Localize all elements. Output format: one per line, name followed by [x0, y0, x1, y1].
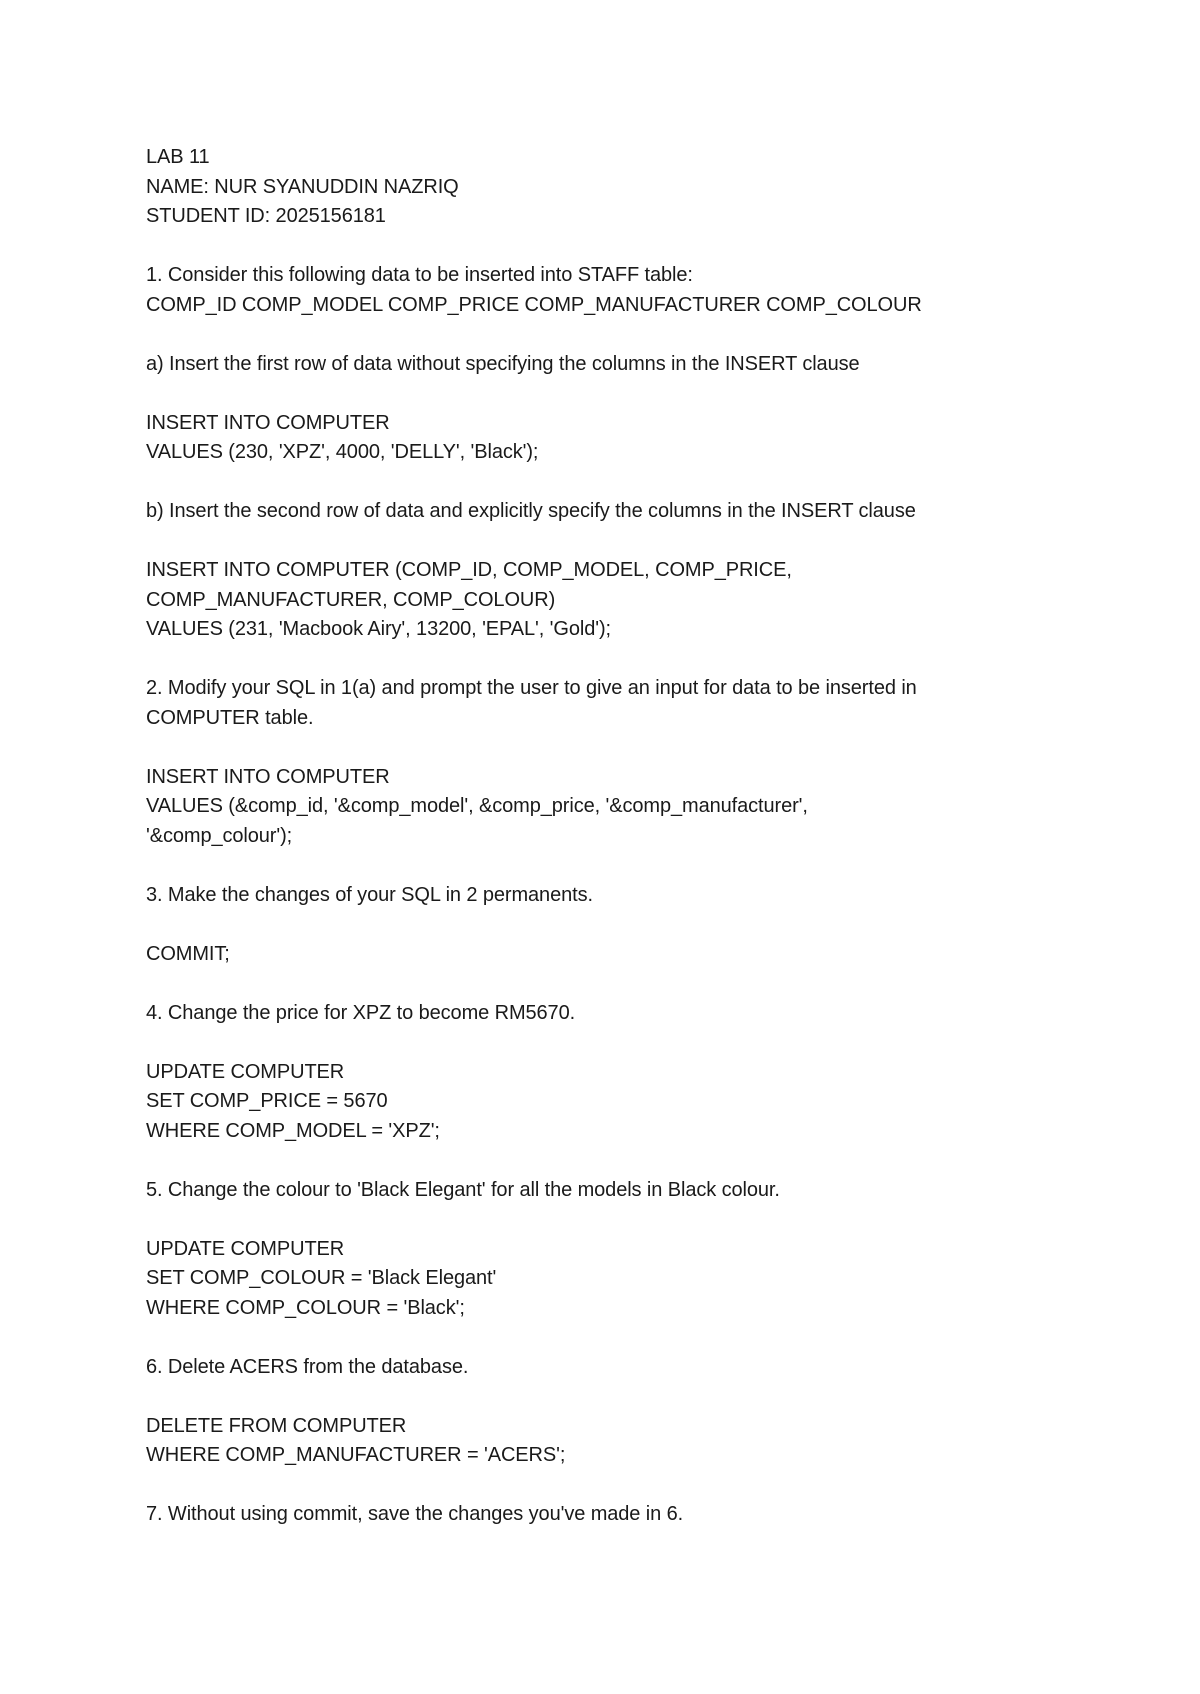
- question-1-columns: COMP_ID COMP_MODEL COMP_PRICE COMP_MANUFACTURER COMP_COLOUR: [146, 293, 922, 316]
- question-2-prompt: 2. Modify your SQL in 1(a) and prompt the user to give an input for data to be inserted in: [146, 677, 917, 699]
- spacer: [146, 468, 1086, 498]
- question-2-sql-line: INSERT INTO COMPUTER: [146, 765, 390, 788]
- question-5-sql-line: WHERE COMP_COLOUR = 'Black';: [146, 1296, 465, 1319]
- question-1a-prompt: a) Insert the first row of data without specifying the columns in the INSERT clause: [146, 352, 860, 375]
- question-2-sql-line: '&comp_colour');: [146, 824, 293, 847]
- question-4-sql-line: WHERE COMP_MODEL = 'XPZ';: [146, 1119, 440, 1142]
- spacer: [146, 379, 1086, 409]
- question-1-prompt: 1. Consider this following data to be inserted into STAFF table:: [146, 264, 693, 286]
- question-6-prompt: 6. Delete ACERS from the database.: [146, 1355, 469, 1378]
- spacer: [146, 851, 1086, 881]
- spacer: [146, 969, 1086, 999]
- student-id: STUDENT ID: 2025156181: [146, 205, 386, 227]
- spacer: [146, 320, 1086, 350]
- question-2-sql-line: VALUES (&comp_id, '&comp_model', &comp_price, '&comp_manufacturer',: [146, 795, 808, 817]
- question-3-prompt: 3. Make the changes of your SQL in 2 permanents.: [146, 883, 593, 906]
- question-1b-prompt: b) Insert the second row of data and explicitly specify the columns in the INSERT clause: [146, 500, 916, 522]
- question-5-sql-line: UPDATE COMPUTER: [146, 1237, 345, 1260]
- question-1a-sql-line: INSERT INTO COMPUTER: [146, 411, 390, 434]
- question-1b-sql-line: COMP_MANUFACTURER, COMP_COLOUR): [146, 588, 556, 611]
- spacer: [146, 910, 1086, 940]
- question-1b-sql-line: VALUES (231, 'Macbook Airy', 13200, 'EPAL', 'Gold');: [146, 618, 611, 640]
- lab-title: LAB 11: [146, 146, 210, 168]
- question-5-sql-line: SET COMP_COLOUR = 'Black Elegant': [146, 1267, 497, 1289]
- spacer: [146, 733, 1086, 763]
- spacer: [146, 1028, 1086, 1058]
- spacer: [146, 1323, 1086, 1353]
- spacer: [146, 1382, 1086, 1412]
- question-1b-sql-line: INSERT INTO COMPUTER (COMP_ID, COMP_MODEL, COMP_PRICE,: [146, 559, 792, 581]
- spacer: [146, 1471, 1086, 1501]
- question-3-sql-line: COMMIT;: [146, 942, 230, 965]
- question-6-sql-line: DELETE FROM COMPUTER: [146, 1414, 407, 1437]
- document-body: [146, 143, 1086, 1530]
- question-4-prompt: 4. Change the price for XPZ to become RM5670.: [146, 1001, 576, 1024]
- question-7-prompt: 7. Without using commit, save the changes you've made in 6.: [146, 1503, 684, 1525]
- student-name: NAME: NUR SYANUDDIN NAZRIQ: [146, 175, 459, 198]
- spacer: [146, 1146, 1086, 1176]
- question-4-sql-line: SET COMP_PRICE = 5670: [146, 1090, 388, 1112]
- spacer: [146, 1205, 1086, 1235]
- question-5-prompt: 5. Change the colour to 'Black Elegant' for all the models in Black colour.: [146, 1178, 780, 1201]
- spacer: [146, 645, 1086, 675]
- question-1a-sql-line: VALUES (230, 'XPZ', 4000, 'DELLY', 'Black');: [146, 441, 539, 463]
- question-4-sql-line: UPDATE COMPUTER: [146, 1060, 345, 1083]
- question-6-sql-line: WHERE COMP_MANUFACTURER = 'ACERS';: [146, 1444, 566, 1466]
- spacer: [146, 527, 1086, 557]
- question-2-prompt: COMPUTER table.: [146, 706, 314, 729]
- spacer: [146, 232, 1086, 262]
